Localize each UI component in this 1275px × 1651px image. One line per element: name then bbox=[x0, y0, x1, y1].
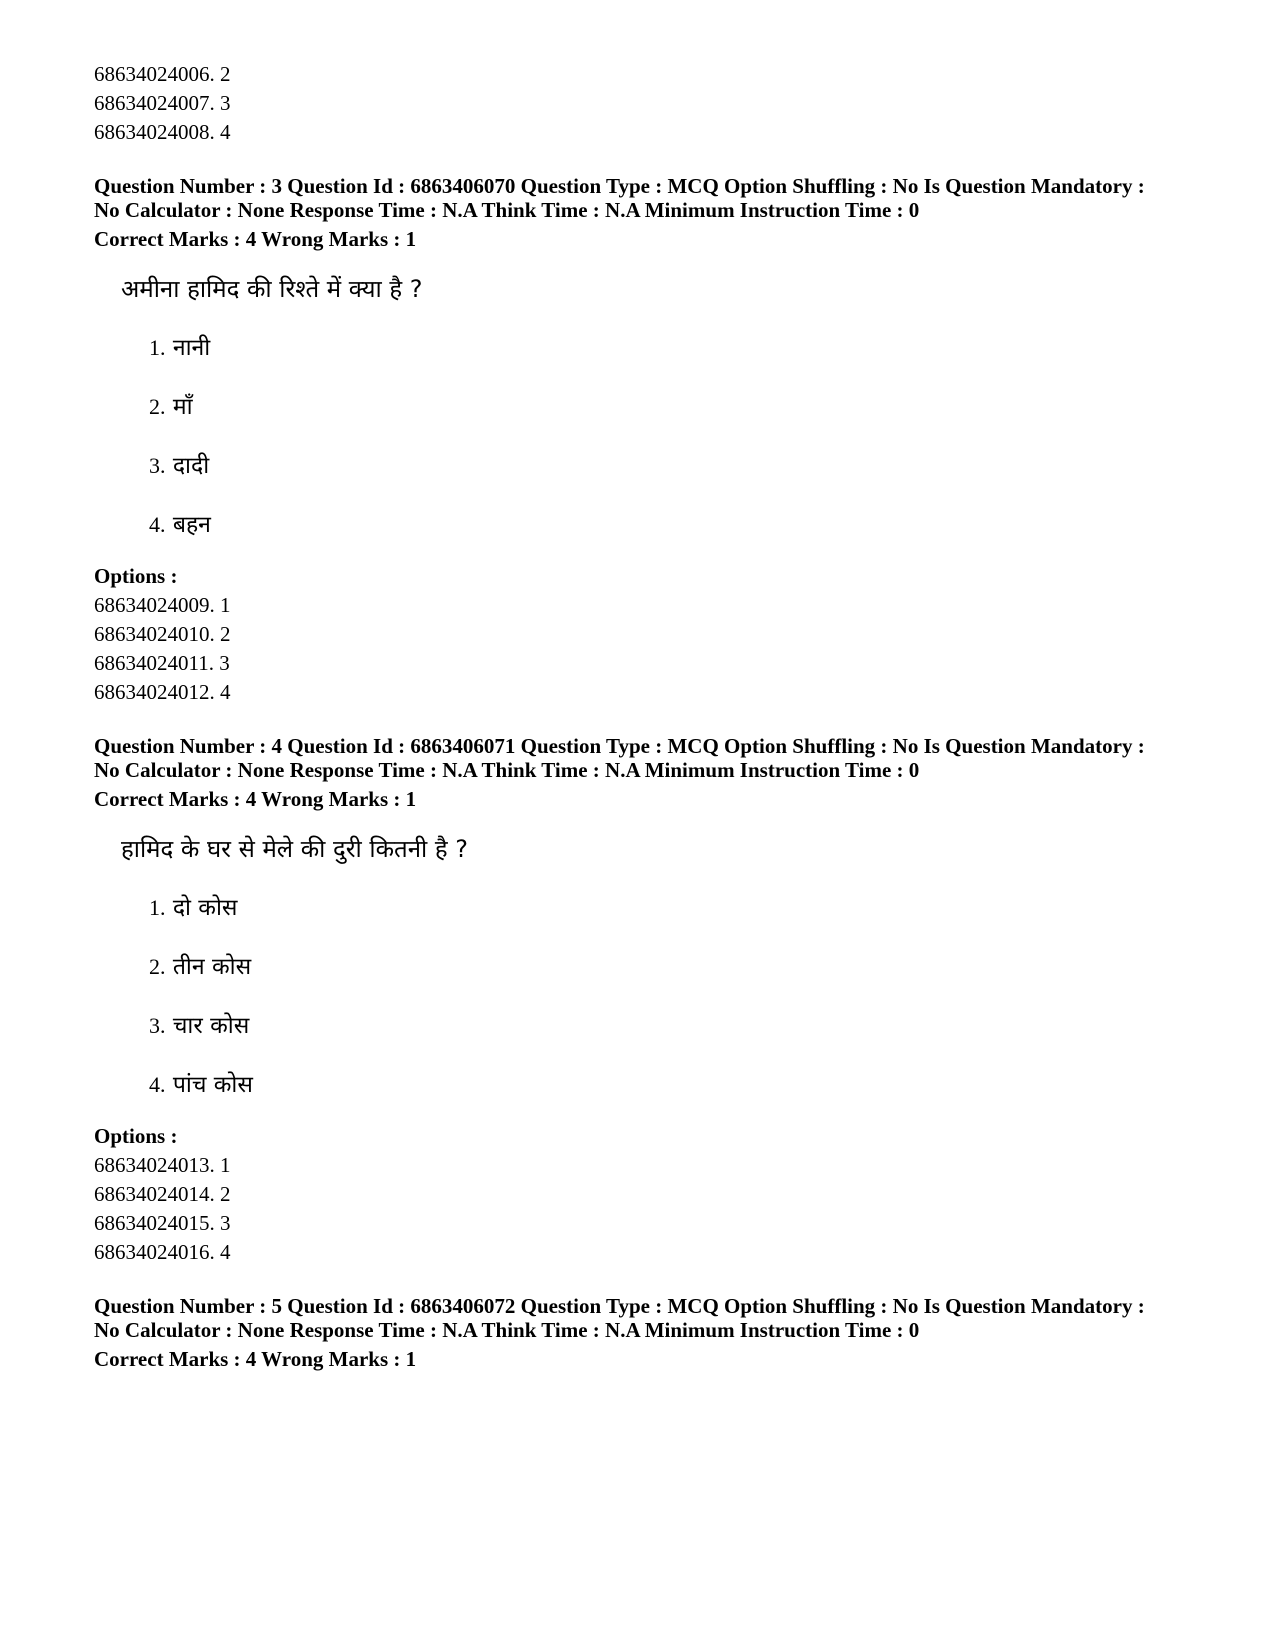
question-meta-line-2: No Calculator : None Response Time : N.A Think Time : N.A Minimum Instruction Time : 0 bbox=[94, 758, 920, 782]
option-id-line: 68634024006. 2 bbox=[94, 62, 231, 86]
option-id-line: 68634024007. 3 bbox=[94, 91, 231, 115]
option-id-line: 68634024009. 1 bbox=[94, 593, 231, 617]
question-meta-line-2: No Calculator : None Response Time : N.A Think Time : N.A Minimum Instruction Time : 0 bbox=[94, 198, 920, 222]
answer-choice bbox=[94, 1068, 1194, 1102]
option-id-line: 68634024011. 3 bbox=[94, 651, 230, 675]
answer-choice bbox=[94, 390, 1194, 424]
question-block-3 bbox=[94, 174, 1194, 707]
option-id-line: 68634024016. 4 bbox=[94, 1240, 231, 1264]
answer-choice bbox=[94, 449, 1194, 483]
option-id-line: 68634024008. 4 bbox=[94, 120, 231, 144]
option-id-line: 68634024015. 3 bbox=[94, 1211, 231, 1235]
answer-choice-text: नानी bbox=[172, 335, 211, 361]
answer-choice bbox=[94, 1009, 1194, 1043]
question-meta-line-1: Question Number : 4 Question Id : 6863406071 Question Type : MCQ Option Shuffling : No Is Question Mandatory : bbox=[94, 734, 1145, 758]
question-meta-line-1: Question Number : 3 Question Id : 6863406070 Question Type : MCQ Option Shuffling : No Is Question Mandatory : bbox=[94, 174, 1145, 198]
answer-choice bbox=[94, 950, 1194, 984]
answer-choice-text: चार कोस bbox=[172, 1013, 250, 1039]
document-page bbox=[94, 60, 1194, 1374]
option-id-line: 68634024012. 4 bbox=[94, 680, 231, 704]
answer-choice-number: 3. bbox=[149, 453, 166, 478]
answer-choice-number: 4. bbox=[149, 512, 166, 537]
option-id-line: 68634024014. 2 bbox=[94, 1182, 231, 1206]
answer-choice-text: माँ bbox=[172, 394, 193, 420]
options-label: Options : bbox=[94, 564, 178, 588]
question-marks: Correct Marks : 4 Wrong Marks : 1 bbox=[94, 227, 417, 251]
answer-choice-text: तीन कोस bbox=[172, 954, 252, 980]
answer-choice bbox=[94, 331, 1194, 365]
answer-choice-text: दादी bbox=[172, 453, 210, 479]
question-text: हामिद के घर से मेले की दुरी कितनी है ? bbox=[121, 835, 468, 863]
answer-choice-number: 1. bbox=[149, 895, 166, 920]
answer-choice-number: 2. bbox=[149, 954, 166, 979]
answer-choice-text: बहन bbox=[172, 512, 211, 538]
question-meta-line-1: Question Number : 5 Question Id : 6863406072 Question Type : MCQ Option Shuffling : No Is Question Mandatory : bbox=[94, 1294, 1145, 1318]
question-block-5 bbox=[94, 1294, 1194, 1374]
question-marks: Correct Marks : 4 Wrong Marks : 1 bbox=[94, 787, 417, 811]
answer-choice-number: 3. bbox=[149, 1013, 166, 1038]
question-block-4 bbox=[94, 734, 1194, 1267]
answer-choice-number: 2. bbox=[149, 394, 166, 419]
option-id-line: 68634024013. 1 bbox=[94, 1153, 231, 1177]
answer-choice-number: 4. bbox=[149, 1072, 166, 1097]
option-id-line: 68634024010. 2 bbox=[94, 622, 231, 646]
answer-choice-text: दो कोस bbox=[172, 895, 238, 921]
answer-choice-number: 1. bbox=[149, 335, 166, 360]
question-marks: Correct Marks : 4 Wrong Marks : 1 bbox=[94, 1347, 417, 1371]
question-text: अमीना हामिद की रिश्ते में क्या है ? bbox=[121, 275, 423, 303]
question-meta-line-2: No Calculator : None Response Time : N.A Think Time : N.A Minimum Instruction Time : 0 bbox=[94, 1318, 920, 1342]
options-label: Options : bbox=[94, 1124, 178, 1148]
answer-choice bbox=[94, 891, 1194, 925]
answer-choice-text: पांच कोस bbox=[172, 1072, 253, 1098]
answer-choice bbox=[94, 508, 1194, 542]
previous-question-options bbox=[94, 60, 1194, 147]
